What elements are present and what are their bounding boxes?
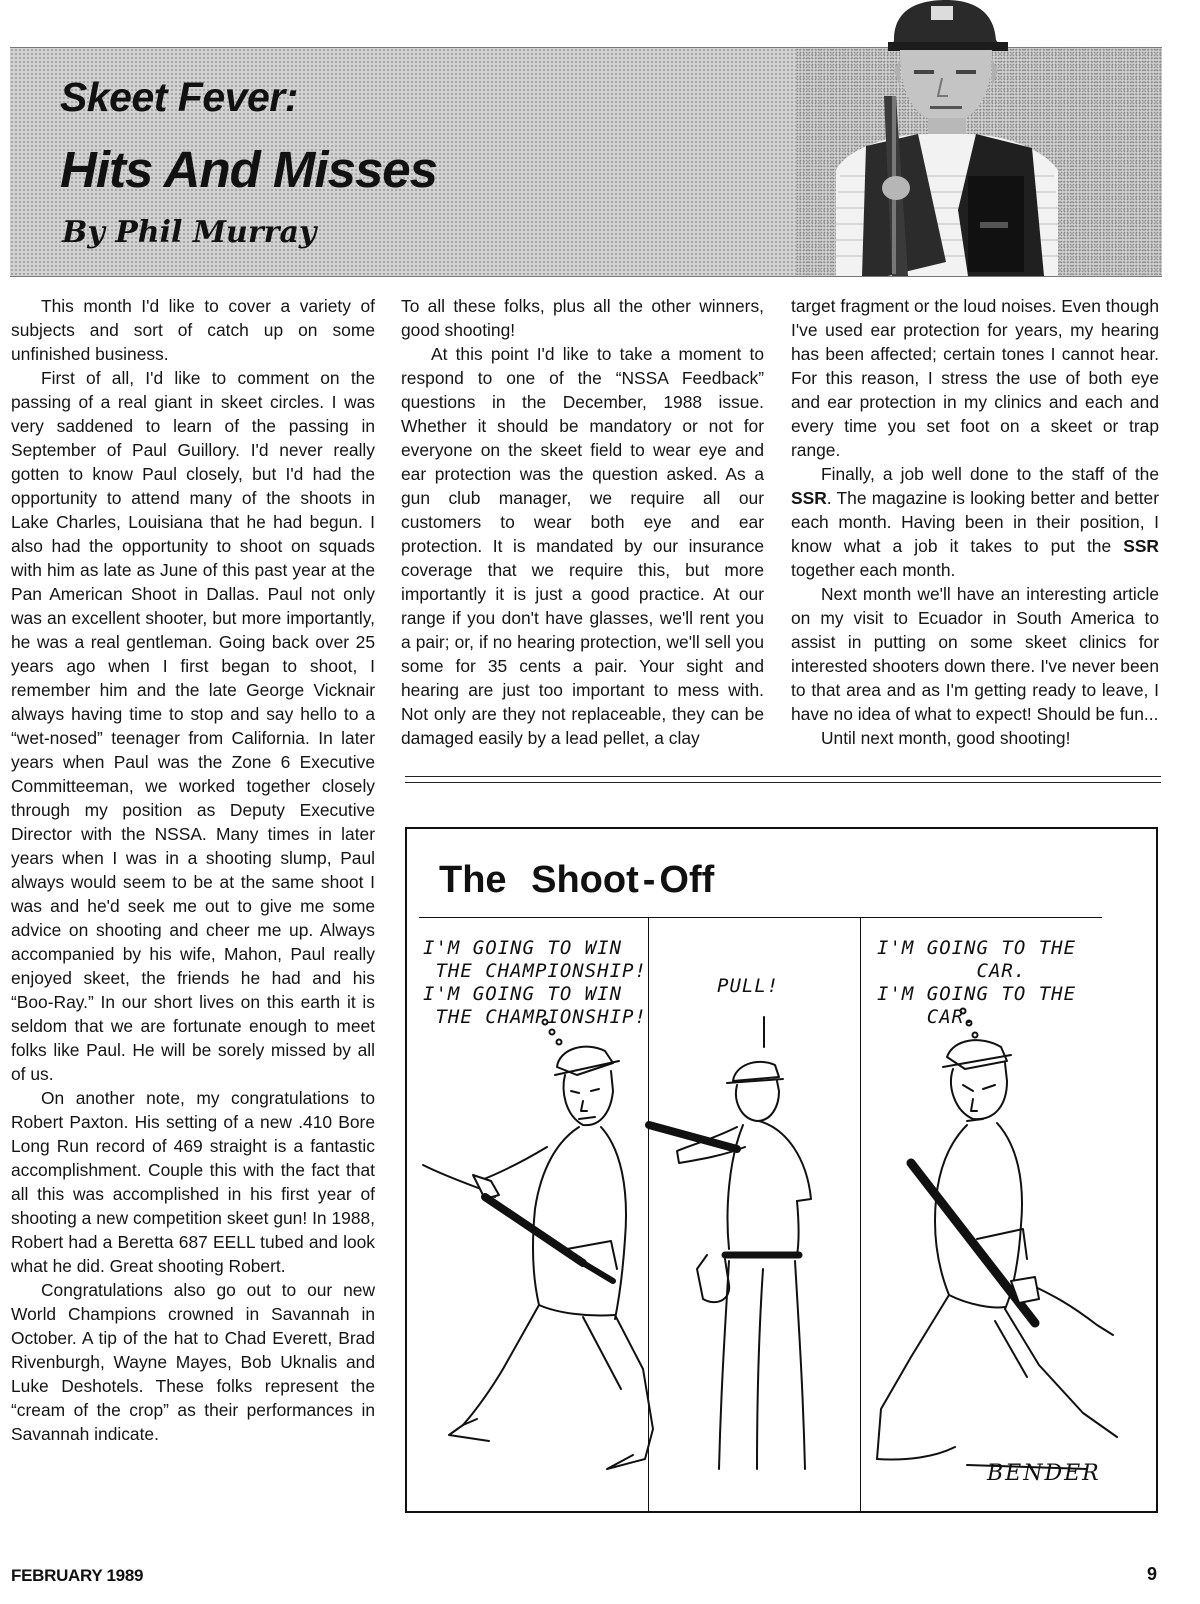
article-paragraph: On another note, my congratulations to Robert Paxton. His setting of a new .410 Bore Long Run record of 469 straight is a fantastic accomplishment. Couple this with the fact that all this was accomplished in his first year of shooting a new competition skeet gun! In 1988, Robert had a Beretta 687 EELL tubed and look what he did. Great shooting Robert. xyxy=(11,1088,375,1276)
author-photo xyxy=(796,0,1162,276)
article-paragraph: This month I'd like to cover a variety of subjects and sort of catch up on some unfinished business. xyxy=(11,296,375,364)
footer-page-number: 9 xyxy=(1147,1564,1158,1584)
panel1-speech: I'M GOING TO WIN THE CHAMPIONSHIP! I'M GOING TO WIN THE CHAMPIONSHIP! xyxy=(423,937,647,1028)
article-column-3 xyxy=(791,294,1159,750)
article-paragraph: target fragment or the loud noises. Even though I've used ear protection for years, my hearing has been affected; certain tones I cannot hear. For this reason, I stress the use of both eye and ear protection in my clinics and each and every time you set foot on a skeet or trap range. xyxy=(791,296,1159,460)
text-span: Finally, a job well done to the staff of the xyxy=(821,464,1159,484)
magazine-name: SSR xyxy=(791,488,827,508)
cartoonist-signature: BENDER xyxy=(987,1461,1101,1486)
article-paragraph xyxy=(791,462,1159,582)
cartoon-title-word: Off xyxy=(659,859,715,901)
panel2-speech: PULL! xyxy=(717,975,780,997)
article-paragraph: Congratulations also go out to our new World Champions crowned in Savannah in October. A tip of the hat to Chad Everett, Brad Rivenburgh, Wayne Mayes, Bob Uknalis and Luke Deshotels. These folks represent the “cream of the crop” as their performances in Savannah indicate. xyxy=(11,1280,375,1444)
thought-bubbles-1 xyxy=(543,1020,562,1045)
footer-issue-date: FEBRUARY 1989 xyxy=(11,1566,144,1585)
divider-rule xyxy=(405,782,1161,783)
article-title-line2: Hits And Misses xyxy=(60,141,438,198)
text-span: . The magazine is looking better and better each month. Having been in their position, I know what a job it takes to put the xyxy=(791,488,1159,556)
cartoon-title-word: Shoot xyxy=(531,859,639,901)
article-column-1 xyxy=(11,294,375,1446)
article-paragraph: First of all, I'd like to comment on the passing of a real giant in skeet circles. I was very saddened to learn of the passing in September of Paul Guillory. I'd never really gotten to know Paul closely, but I'd had the opportunity to attend many of the shoots in Lake Charles, Louisiana that he had begun. I also had the opportunity to shoot on squads with him as late as June of this past year at the Pan American Shoot in Dallas. Paul not only was an excellent shooter, but more importantly, he was a real gentleman. Going back over 25 years ago when I first began to shoot, I remember him and the late George Vicknair always having time to stop and say hello to a “wet-nosed” teenager from California. In later years when Paul was the Zone 6 Executive Committeeman, we worked together closely through my position as Deputy Executive Director with the NSSA. Many times in later years when I was in a shooting slump, Paul always would seem to be at the same shoot I was and he'd seek me out to give me some advice on shooting and cheer me up. Always accompanied by his wife, Mahon, Paul really enjoyed skeet, the friends he had and his “Boo-Ray.” In our short lives on this earth it is seldom that we are fortunate enough to meet folks like Paul. He will be sorely missed by all of us. xyxy=(11,368,375,1084)
shooter-figure-2 xyxy=(649,1017,811,1469)
article-paragraph: At this point I'd like to take a moment to respond to one of the “NSSA Feedback” questions in the December, 1988 issue. Whether it should be mandatory or not for everyone on the skeet field to wear eye and ear protection was the question asked. As a gun club manager, we require all our customers to wear both eye and ear protection. It is mandated by our insurance coverage that we require this, but more importantly it is just a good practice. At our range if you don't have glasses, we'll rent you a pair; or, if no hearing protection, we'll sell you some for 35 cents a pair. Your sight and hearing are just too important to mess with. Not only are they not replaceable, they can be damaged easily by a lead pellet, a clay xyxy=(401,344,764,748)
magazine-name: SSR xyxy=(1123,536,1159,556)
divider-rule xyxy=(405,776,1161,777)
cartoon-strip xyxy=(405,827,1158,1513)
article-paragraph: Next month we'll have an interesting article on my visit to Ecuador in South America to assist in putting on some skeet clinics for interested shooters down there. I've never been to that area and as I'm getting ready to leave, I have no idea of what to expect! Should be fun... xyxy=(791,584,1159,724)
article-paragraph: Until next month, good shooting! xyxy=(821,728,1071,748)
cartoon-title-word: The xyxy=(439,859,507,901)
walking-man-figure-3 xyxy=(877,1040,1117,1459)
article-paragraph: To all these folks, plus all the other winners, good shooting! xyxy=(401,296,764,340)
cartoon-title-dash: - xyxy=(642,859,656,901)
article-column-2 xyxy=(401,294,764,750)
panel3-speech: I'M GOING TO THE CAR. I'M GOING TO THE CAR. xyxy=(877,937,1077,1028)
text-span: together each month. xyxy=(791,560,956,580)
walking-man-figure-1 xyxy=(423,1047,653,1469)
thought-bubbles-3 xyxy=(961,1009,978,1038)
cartoon-drawings xyxy=(407,829,1156,1511)
article-title-line1: Skeet Fever: xyxy=(60,74,298,120)
article-byline: By Phil Murray xyxy=(62,215,317,250)
